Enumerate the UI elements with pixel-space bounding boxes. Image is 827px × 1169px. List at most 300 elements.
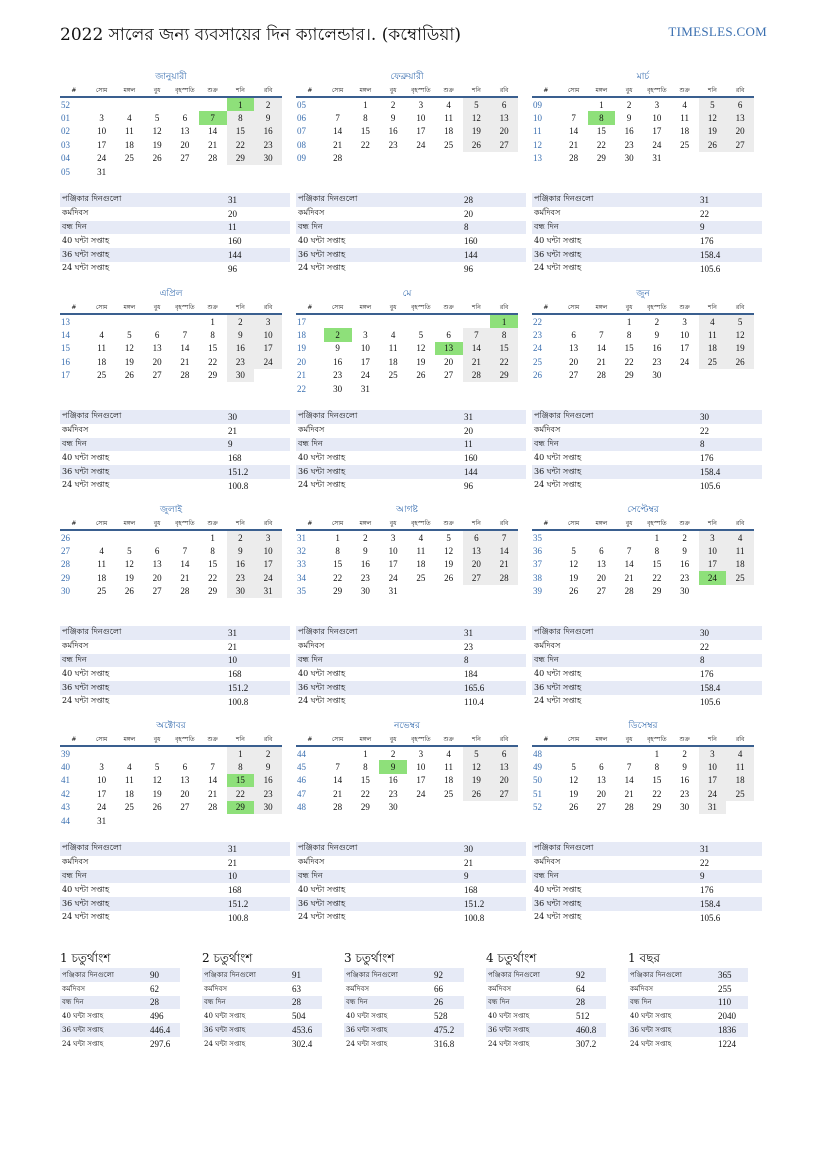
day-cell[interactable]: 31: [360, 383, 370, 394]
day-cell[interactable]: 20: [180, 139, 190, 150]
month-name[interactable]: ফেব্রুয়ারী: [390, 72, 424, 82]
day-cell[interactable]: 12: [152, 126, 162, 137]
day-cell[interactable]: 14: [208, 775, 218, 786]
day-cell[interactable]: 20: [596, 788, 606, 799]
day-cell[interactable]: 16: [680, 559, 690, 570]
day-cell[interactable]: 28: [463, 369, 491, 382]
month-name[interactable]: নভেম্বর: [394, 721, 420, 731]
day-cell[interactable]: 13: [726, 111, 754, 124]
day-cell[interactable]: 25: [699, 355, 727, 368]
month-name[interactable]: জানুয়ারী: [155, 72, 187, 82]
day-cell[interactable]: 4: [127, 762, 132, 773]
day-cell[interactable]: 3: [654, 99, 660, 110]
day-cell[interactable]: 12: [152, 775, 162, 786]
day-cell[interactable]: 7: [626, 546, 632, 557]
day-cell[interactable]: 3: [699, 530, 727, 544]
day-cell[interactable]: 9: [379, 760, 407, 773]
day-cell[interactable]: 25: [97, 586, 107, 597]
day-cell[interactable]: 13: [152, 343, 162, 354]
day-cell[interactable]: 3: [699, 746, 727, 760]
day-cell[interactable]: 24: [680, 356, 690, 367]
day-cell[interactable]: 1: [227, 746, 255, 760]
day-cell[interactable]: 2: [654, 316, 660, 327]
day-cell[interactable]: 21: [180, 572, 190, 583]
day-cell[interactable]: 30: [652, 370, 662, 381]
day-cell[interactable]: 23: [254, 138, 282, 151]
day-cell[interactable]: 6: [726, 97, 754, 111]
day-cell[interactable]: 13: [463, 544, 491, 557]
day-cell[interactable]: 8: [227, 760, 255, 773]
day-cell[interactable]: 10: [699, 544, 727, 557]
day-cell[interactable]: 3: [418, 99, 424, 110]
day-cell[interactable]: 9: [626, 113, 632, 124]
day-cell[interactable]: 11: [416, 546, 426, 557]
day-cell[interactable]: 9: [682, 546, 687, 557]
day-cell[interactable]: 15: [652, 775, 662, 786]
day-cell[interactable]: 19: [444, 559, 454, 570]
day-cell[interactable]: 7: [626, 762, 632, 773]
day-cell[interactable]: 25: [124, 153, 134, 164]
day-cell[interactable]: 20: [596, 572, 606, 583]
day-cell[interactable]: 12: [569, 775, 579, 786]
day-cell[interactable]: 29: [360, 802, 370, 813]
day-cell[interactable]: 7: [463, 328, 491, 341]
day-cell[interactable]: 26: [569, 586, 579, 597]
day-cell[interactable]: 15: [208, 343, 218, 354]
day-cell[interactable]: 29: [227, 801, 255, 814]
day-cell[interactable]: 23: [227, 355, 255, 368]
day-cell[interactable]: 27: [569, 370, 579, 381]
day-cell[interactable]: 30: [227, 585, 255, 598]
day-cell[interactable]: 27: [490, 138, 518, 151]
day-cell[interactable]: 16: [227, 558, 255, 571]
day-cell[interactable]: 10: [254, 328, 282, 341]
day-cell[interactable]: 22: [596, 139, 606, 150]
day-cell[interactable]: 4: [99, 330, 104, 341]
day-cell[interactable]: 27: [596, 586, 606, 597]
day-cell[interactable]: 16: [254, 125, 282, 138]
day-cell[interactable]: 1: [654, 748, 660, 759]
day-cell[interactable]: 12: [124, 559, 134, 570]
day-cell[interactable]: 6: [571, 330, 576, 341]
day-cell[interactable]: 13: [180, 126, 190, 137]
day-cell[interactable]: 20: [180, 788, 190, 799]
day-cell[interactable]: 1: [210, 532, 215, 543]
day-cell[interactable]: 15: [208, 559, 218, 570]
day-cell[interactable]: 7: [199, 111, 227, 124]
day-cell[interactable]: 28: [596, 370, 606, 381]
day-cell[interactable]: 2: [254, 746, 282, 760]
day-cell[interactable]: 24: [699, 787, 727, 800]
day-cell[interactable]: 11: [444, 762, 453, 773]
day-cell[interactable]: 12: [699, 111, 727, 124]
day-cell[interactable]: 18: [388, 356, 398, 367]
day-cell[interactable]: 1: [335, 532, 340, 543]
day-cell[interactable]: 25: [97, 370, 107, 381]
day-cell[interactable]: 4: [446, 748, 451, 759]
day-cell[interactable]: 28: [180, 370, 190, 381]
day-cell[interactable]: 4: [682, 99, 687, 110]
day-cell[interactable]: 29: [652, 586, 662, 597]
day-cell[interactable]: 17: [680, 343, 690, 354]
day-cell[interactable]: 14: [624, 559, 634, 570]
day-cell[interactable]: 18: [680, 126, 690, 137]
day-cell[interactable]: 31: [652, 153, 662, 164]
day-cell[interactable]: 9: [227, 544, 255, 557]
day-cell[interactable]: 13: [490, 760, 518, 773]
day-cell[interactable]: 18: [97, 572, 107, 583]
day-cell[interactable]: 16: [388, 126, 398, 137]
day-cell[interactable]: 29: [596, 153, 606, 164]
day-cell[interactable]: 8: [363, 113, 368, 124]
day-cell[interactable]: 17: [254, 558, 282, 571]
month-name[interactable]: সেপ্টেম্বর: [627, 505, 659, 515]
day-cell[interactable]: 14: [180, 559, 190, 570]
day-cell[interactable]: 27: [180, 153, 190, 164]
day-cell[interactable]: 29: [208, 586, 218, 597]
day-cell[interactable]: 12: [726, 328, 754, 341]
day-cell[interactable]: 10: [652, 113, 662, 124]
day-cell[interactable]: 11: [97, 343, 106, 354]
day-cell[interactable]: 22: [652, 788, 662, 799]
day-cell[interactable]: 6: [490, 746, 518, 760]
day-cell[interactable]: 20: [726, 125, 754, 138]
day-cell[interactable]: 26: [726, 355, 754, 368]
day-cell[interactable]: 8: [210, 546, 215, 557]
day-cell[interactable]: 26: [152, 153, 162, 164]
day-cell[interactable]: 15: [360, 126, 370, 137]
day-cell[interactable]: 28: [624, 802, 634, 813]
day-cell[interactable]: 4: [390, 330, 396, 341]
day-cell[interactable]: 16: [624, 126, 634, 137]
day-cell[interactable]: 23: [624, 139, 634, 150]
day-cell[interactable]: 3: [254, 314, 282, 328]
day-cell[interactable]: 2: [390, 99, 396, 110]
day-cell[interactable]: 14: [180, 343, 190, 354]
day-cell[interactable]: 19: [726, 342, 754, 355]
day-cell[interactable]: 10: [254, 544, 282, 557]
day-cell[interactable]: 3: [254, 530, 282, 544]
day-cell[interactable]: 28: [180, 586, 190, 597]
day-cell[interactable]: 28: [208, 802, 218, 813]
day-cell[interactable]: 1: [227, 97, 255, 111]
day-cell[interactable]: 30: [254, 801, 282, 814]
day-cell[interactable]: 18: [726, 558, 754, 571]
day-cell[interactable]: 17: [388, 559, 398, 570]
day-cell[interactable]: 14: [569, 126, 579, 137]
day-cell[interactable]: 29: [490, 369, 518, 382]
day-cell[interactable]: 27: [180, 802, 190, 813]
day-cell[interactable]: 25: [416, 572, 426, 583]
day-cell[interactable]: 28: [208, 153, 218, 164]
day-cell[interactable]: 14: [596, 343, 606, 354]
day-cell[interactable]: 17: [97, 139, 107, 150]
day-cell[interactable]: 18: [416, 559, 426, 570]
day-cell[interactable]: 28: [624, 586, 634, 597]
day-cell[interactable]: 6: [490, 97, 518, 111]
day-cell[interactable]: 26: [699, 138, 727, 151]
day-cell[interactable]: 17: [254, 342, 282, 355]
day-cell[interactable]: 25: [124, 802, 134, 813]
day-cell[interactable]: 20: [444, 356, 454, 367]
day-cell[interactable]: 18: [699, 342, 727, 355]
day-cell[interactable]: 13: [152, 559, 162, 570]
day-cell[interactable]: 31: [97, 815, 107, 826]
day-cell[interactable]: 21: [180, 356, 190, 367]
day-cell[interactable]: 1: [363, 748, 368, 759]
day-cell[interactable]: 15: [360, 775, 370, 786]
day-cell[interactable]: 10: [680, 330, 690, 341]
day-cell[interactable]: 7: [182, 546, 188, 557]
day-cell[interactable]: 5: [154, 762, 160, 773]
day-cell[interactable]: 10: [416, 762, 426, 773]
day-cell[interactable]: 10: [360, 343, 370, 354]
day-cell[interactable]: 18: [97, 356, 107, 367]
day-cell[interactable]: 5: [127, 546, 132, 557]
day-cell[interactable]: 19: [416, 356, 426, 367]
day-cell[interactable]: 1: [654, 532, 660, 543]
month-name[interactable]: আগষ্ট: [396, 505, 418, 515]
day-cell[interactable]: 22: [227, 138, 255, 151]
day-cell[interactable]: 21: [490, 558, 518, 571]
day-cell[interactable]: 28: [569, 153, 579, 164]
day-cell[interactable]: 18: [444, 775, 454, 786]
day-cell[interactable]: 23: [227, 571, 255, 584]
day-cell[interactable]: 8: [588, 111, 616, 124]
day-cell[interactable]: 16: [388, 775, 398, 786]
day-cell[interactable]: 29: [333, 586, 343, 597]
day-cell[interactable]: 15: [490, 342, 518, 355]
day-cell[interactable]: 7: [335, 113, 340, 124]
day-cell[interactable]: 23: [333, 370, 343, 381]
day-cell[interactable]: 22: [208, 572, 218, 583]
day-cell[interactable]: 22: [490, 355, 518, 368]
day-cell[interactable]: 16: [227, 342, 255, 355]
day-cell[interactable]: 29: [208, 370, 218, 381]
day-cell[interactable]: 27: [444, 370, 454, 381]
day-cell[interactable]: 19: [463, 125, 491, 138]
day-cell[interactable]: 5: [571, 546, 576, 557]
day-cell[interactable]: 6: [154, 330, 160, 341]
day-cell[interactable]: 7: [571, 113, 576, 124]
day-cell[interactable]: 14: [208, 126, 218, 137]
day-cell[interactable]: 13: [596, 775, 606, 786]
day-cell[interactable]: 5: [463, 97, 491, 111]
day-cell[interactable]: 23: [680, 572, 690, 583]
day-cell[interactable]: 19: [463, 774, 491, 787]
day-cell[interactable]: 11: [680, 113, 689, 124]
day-cell[interactable]: 18: [444, 126, 454, 137]
day-cell[interactable]: 27: [152, 586, 162, 597]
day-cell[interactable]: 17: [416, 126, 426, 137]
day-cell[interactable]: 27: [596, 802, 606, 813]
day-cell[interactable]: 12: [416, 343, 426, 354]
day-cell[interactable]: 31: [699, 801, 727, 814]
day-cell[interactable]: 22: [227, 787, 255, 800]
day-cell[interactable]: 8: [626, 330, 632, 341]
day-cell[interactable]: 17: [652, 126, 662, 137]
day-cell[interactable]: 19: [569, 572, 579, 583]
day-cell[interactable]: 27: [490, 787, 518, 800]
day-cell[interactable]: 14: [333, 775, 343, 786]
day-cell[interactable]: 16: [333, 356, 343, 367]
day-cell[interactable]: 21: [208, 139, 218, 150]
day-cell[interactable]: 31: [388, 586, 398, 597]
day-cell[interactable]: 21: [569, 139, 579, 150]
day-cell[interactable]: 23: [388, 788, 398, 799]
day-cell[interactable]: 31: [97, 166, 107, 177]
day-cell[interactable]: 9: [363, 546, 368, 557]
day-cell[interactable]: 6: [463, 530, 491, 544]
day-cell[interactable]: 6: [446, 330, 451, 341]
day-cell[interactable]: 14: [463, 342, 491, 355]
day-cell[interactable]: 18: [726, 774, 754, 787]
day-cell[interactable]: 6: [154, 546, 160, 557]
day-cell[interactable]: 1: [599, 99, 604, 110]
day-cell[interactable]: 2: [227, 314, 255, 328]
month-name[interactable]: জুন: [636, 289, 650, 299]
day-cell[interactable]: 19: [124, 572, 134, 583]
day-cell[interactable]: 2: [363, 532, 368, 543]
day-cell[interactable]: 1: [210, 316, 215, 327]
day-cell[interactable]: 17: [699, 558, 727, 571]
day-cell[interactable]: 8: [335, 546, 340, 557]
day-cell[interactable]: 8: [363, 762, 368, 773]
day-cell[interactable]: 23: [360, 572, 370, 583]
day-cell[interactable]: 25: [726, 787, 754, 800]
day-cell[interactable]: 11: [726, 760, 754, 773]
day-cell[interactable]: 30: [680, 802, 690, 813]
day-cell[interactable]: 24: [254, 355, 282, 368]
day-cell[interactable]: 6: [182, 113, 188, 124]
day-cell[interactable]: 22: [360, 788, 370, 799]
day-cell[interactable]: 23: [388, 139, 398, 150]
day-cell[interactable]: 26: [124, 370, 134, 381]
day-cell[interactable]: 27: [152, 370, 162, 381]
day-cell[interactable]: 19: [699, 125, 727, 138]
day-cell[interactable]: 4: [99, 546, 104, 557]
day-cell[interactable]: 16: [652, 343, 662, 354]
day-cell[interactable]: 24: [416, 139, 426, 150]
month-name[interactable]: ডিসেম্বর: [628, 721, 658, 731]
day-cell[interactable]: 9: [654, 330, 660, 341]
day-cell[interactable]: 30: [624, 153, 634, 164]
day-cell[interactable]: 21: [624, 788, 634, 799]
day-cell[interactable]: 17: [416, 775, 426, 786]
day-cell[interactable]: 15: [652, 559, 662, 570]
day-cell[interactable]: 3: [99, 113, 104, 124]
day-cell[interactable]: 11: [388, 343, 398, 354]
day-cell[interactable]: 8: [227, 111, 255, 124]
day-cell[interactable]: 1: [363, 99, 368, 110]
day-cell[interactable]: 10: [388, 546, 398, 557]
day-cell[interactable]: 26: [463, 787, 491, 800]
day-cell[interactable]: 7: [182, 330, 188, 341]
day-cell[interactable]: 2: [626, 99, 632, 110]
day-cell[interactable]: 30: [227, 369, 255, 382]
month-name[interactable]: অক্টোবর: [156, 721, 186, 731]
day-cell[interactable]: 4: [726, 530, 754, 544]
day-cell[interactable]: 7: [599, 330, 604, 341]
day-cell[interactable]: 30: [254, 152, 282, 165]
day-cell[interactable]: 10: [699, 760, 727, 773]
day-cell[interactable]: 2: [682, 748, 687, 759]
day-cell[interactable]: 16: [680, 775, 690, 786]
day-cell[interactable]: 5: [154, 113, 160, 124]
day-cell[interactable]: 14: [624, 775, 634, 786]
day-cell[interactable]: 21: [208, 788, 218, 799]
day-cell[interactable]: 4: [127, 113, 132, 124]
day-cell[interactable]: 8: [654, 546, 660, 557]
day-cell[interactable]: 15: [596, 126, 606, 137]
day-cell[interactable]: 28: [333, 802, 343, 813]
day-cell[interactable]: 29: [624, 370, 634, 381]
day-cell[interactable]: 28: [490, 571, 518, 584]
day-cell[interactable]: 3: [390, 532, 396, 543]
day-cell[interactable]: 20: [463, 558, 491, 571]
day-cell[interactable]: 4: [726, 746, 754, 760]
day-cell[interactable]: 20: [569, 356, 579, 367]
day-cell[interactable]: 12: [463, 760, 491, 773]
day-cell[interactable]: 30: [388, 802, 398, 813]
day-cell[interactable]: 5: [446, 532, 451, 543]
day-cell[interactable]: 26: [152, 802, 162, 813]
day-cell[interactable]: 6: [182, 762, 188, 773]
day-cell[interactable]: 11: [125, 775, 134, 786]
day-cell[interactable]: 2: [254, 97, 282, 111]
day-cell[interactable]: 11: [97, 559, 106, 570]
day-cell[interactable]: 9: [682, 762, 687, 773]
day-cell[interactable]: 24: [388, 572, 398, 583]
day-cell[interactable]: 18: [124, 788, 134, 799]
day-cell[interactable]: 19: [152, 788, 162, 799]
day-cell[interactable]: 22: [652, 572, 662, 583]
day-cell[interactable]: 13: [490, 111, 518, 124]
day-cell[interactable]: 27: [463, 571, 491, 584]
month-name[interactable]: জুলাই: [159, 505, 183, 515]
day-cell[interactable]: 19: [152, 139, 162, 150]
day-cell[interactable]: 13: [435, 342, 463, 355]
day-cell[interactable]: 17: [97, 788, 107, 799]
day-cell[interactable]: 16: [254, 774, 282, 787]
day-cell[interactable]: 6: [599, 546, 604, 557]
day-cell[interactable]: 9: [254, 111, 282, 124]
day-cell[interactable]: 6: [599, 762, 604, 773]
day-cell[interactable]: 25: [444, 788, 454, 799]
day-cell[interactable]: 3: [682, 316, 687, 327]
day-cell[interactable]: 10: [416, 113, 426, 124]
day-cell[interactable]: 17: [699, 774, 727, 787]
day-cell[interactable]: 29: [227, 152, 255, 165]
day-cell[interactable]: 29: [652, 802, 662, 813]
day-cell[interactable]: 9: [390, 113, 396, 124]
day-cell[interactable]: 15: [624, 343, 634, 354]
day-cell[interactable]: 13: [180, 775, 190, 786]
day-cell[interactable]: 25: [388, 370, 398, 381]
day-cell[interactable]: 3: [363, 330, 368, 341]
day-cell[interactable]: 11: [444, 113, 453, 124]
brand-logo[interactable]: TIMESLES.COM: [668, 24, 767, 39]
month-name[interactable]: মার্চ: [636, 72, 650, 82]
day-cell[interactable]: 15: [227, 774, 255, 787]
day-cell[interactable]: 20: [152, 356, 162, 367]
day-cell[interactable]: 10: [97, 126, 107, 137]
day-cell[interactable]: 13: [569, 343, 579, 354]
day-cell[interactable]: 26: [416, 370, 426, 381]
day-cell[interactable]: 11: [125, 126, 134, 137]
day-cell[interactable]: 12: [463, 111, 491, 124]
day-cell[interactable]: 23: [254, 787, 282, 800]
